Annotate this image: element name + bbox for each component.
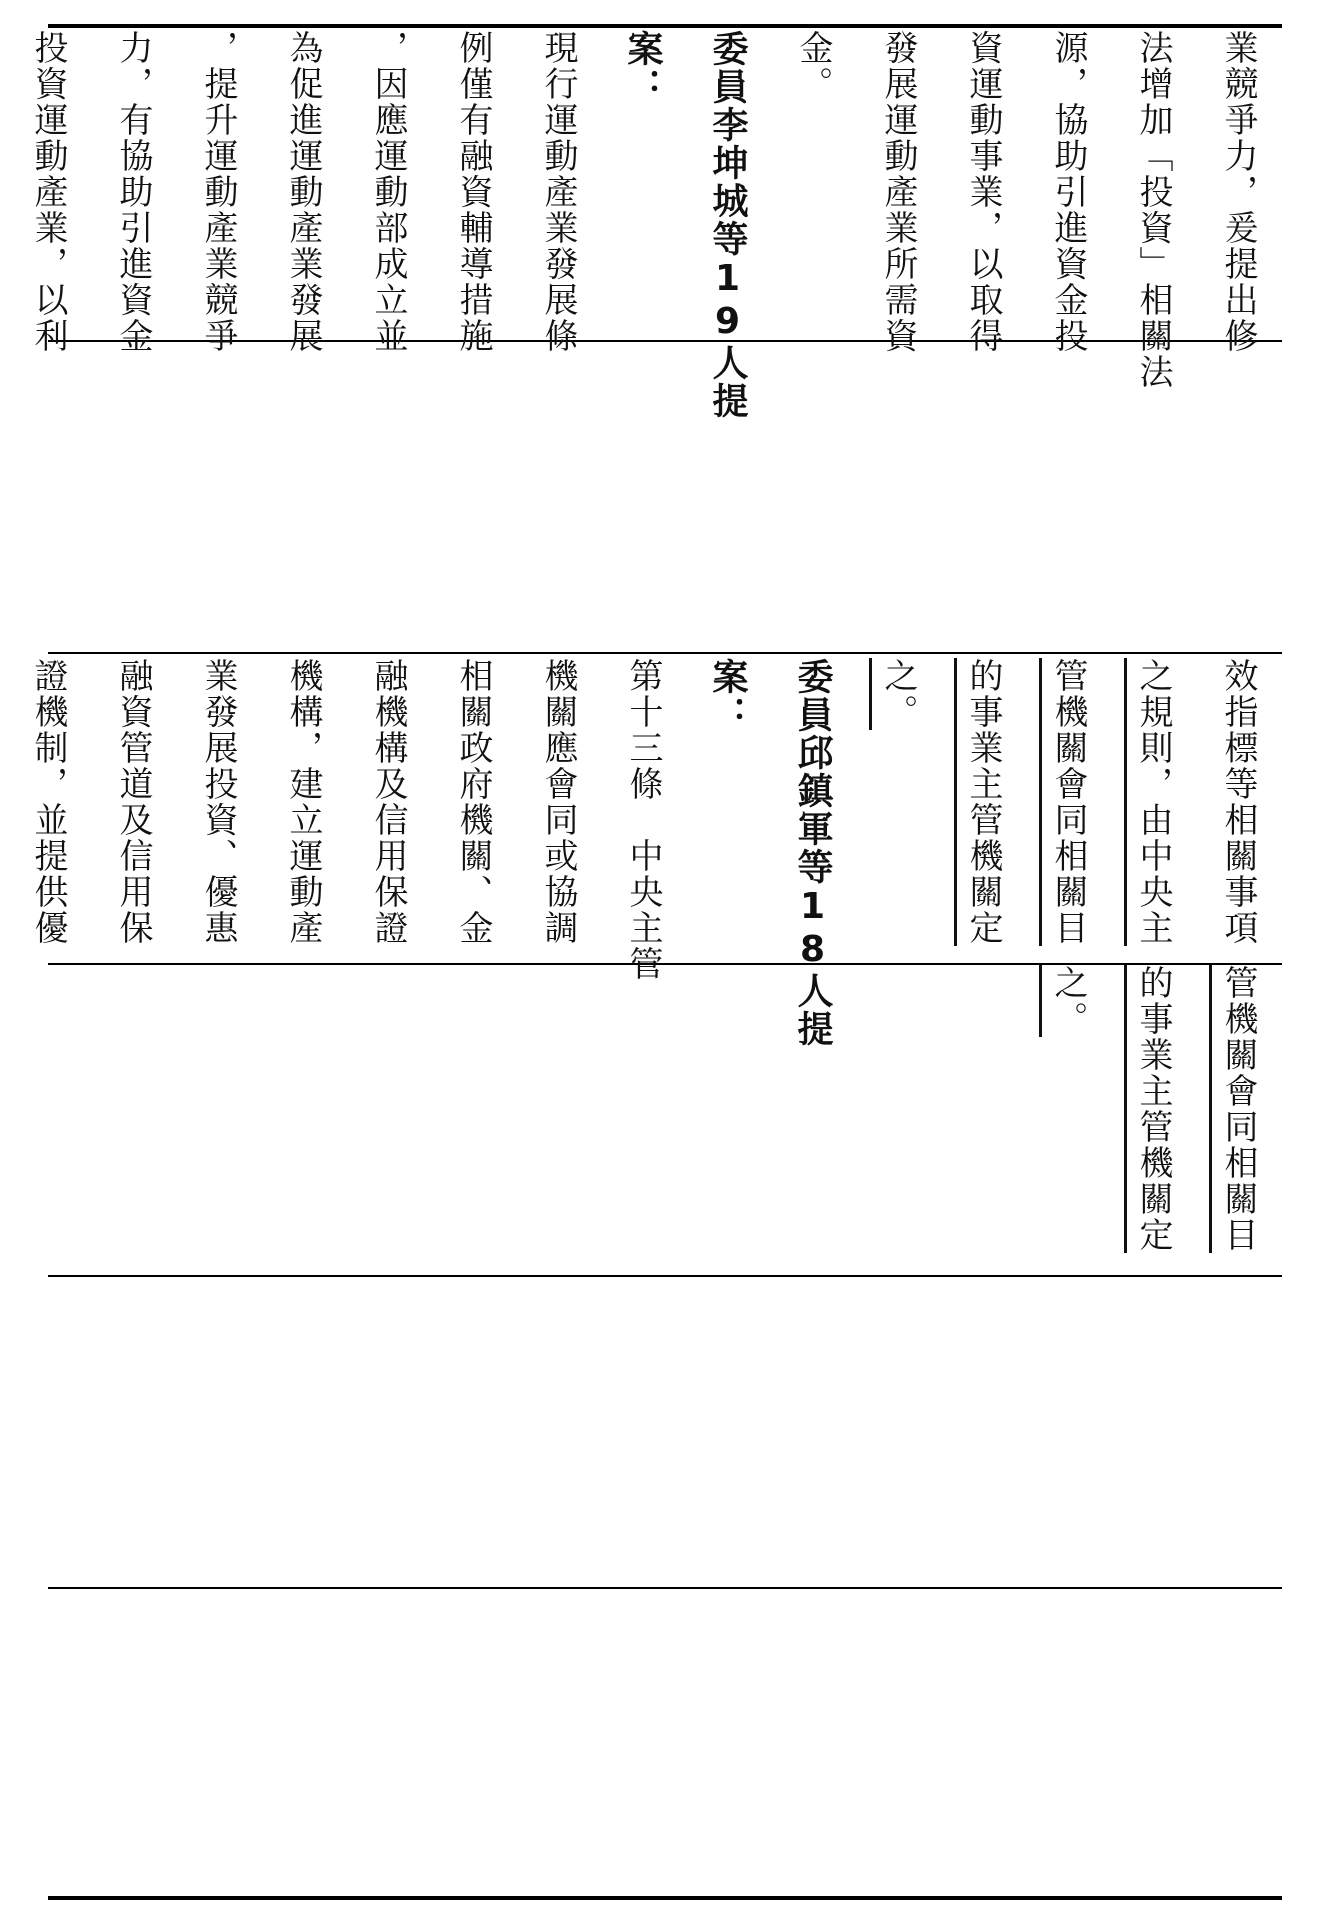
article-line: 第十三條 中央主管 (623, 658, 663, 982)
underlined-text-line: 的事業主管機關定 (963, 658, 1003, 946)
underlined-text-line: 之。 (878, 658, 918, 730)
text-line: 投資運動產業，以利 (28, 30, 68, 354)
text-line: 法增加「投資」相關法 (1133, 30, 1173, 390)
section-divider-rule (48, 1587, 1282, 1589)
underlined-text-line: 之。 (1048, 965, 1088, 1037)
lower-section-right-cell (60, 965, 1280, 1265)
text-line: 資運動事業，以取得 (963, 30, 1003, 354)
text-line: 融資管道及信用保 (113, 658, 153, 946)
proposer-heading: 委員李坤城等19人提 (707, 30, 748, 420)
text-line: ，因應運動部成立並 (368, 30, 408, 354)
text-line: 發展運動產業所需資 (878, 30, 918, 354)
middle-section-right-cell (28, 658, 1280, 1048)
text-line: ，提升運動產業競爭 (198, 30, 238, 354)
text-line: 金。 (793, 30, 833, 102)
text-line: 力，有協助引進資金 (113, 30, 153, 354)
text-line: 源，協助引進資金投 (1048, 30, 1088, 354)
underlined-text-line: 管機關會同相關目 (1048, 658, 1088, 946)
text-line: 現行運動產業發展條 (538, 30, 578, 354)
top-border-rule (48, 24, 1282, 28)
proposer-heading: 委員邱鎮軍等18人提 (792, 658, 833, 1048)
text-line: 機構，建立運動產 (283, 658, 323, 946)
text-line: 融機構及信用保證 (368, 658, 408, 946)
proposer-heading: 案： (707, 658, 748, 734)
text-line: 效指標等相關事項 (1218, 658, 1258, 946)
bottom-border-rule (48, 1896, 1282, 1900)
top-section-right-cell (28, 30, 1280, 420)
text-line: 例僅有融資輔導措施 (453, 30, 493, 354)
underlined-text-line: 管機關會同相關目 (1218, 965, 1258, 1253)
underlined-text-line: 的事業主管機關定 (1133, 965, 1173, 1253)
text-line: 業競爭力，爰提出修 (1218, 30, 1258, 354)
text-line: 相關政府機關、金 (453, 658, 493, 946)
text-line: 機關應會同或協調 (538, 658, 578, 946)
section-divider-rule (48, 1275, 1282, 1277)
text-line: 為促進運動產業發展 (283, 30, 323, 354)
proposer-heading: 案： (622, 30, 663, 106)
text-line: 業發展投資、優惠 (198, 658, 238, 946)
section-divider-rule (48, 652, 1282, 654)
underlined-text-line: 之規則，由中央主 (1133, 658, 1173, 946)
text-line: 證機制，並提供優 (28, 658, 68, 946)
